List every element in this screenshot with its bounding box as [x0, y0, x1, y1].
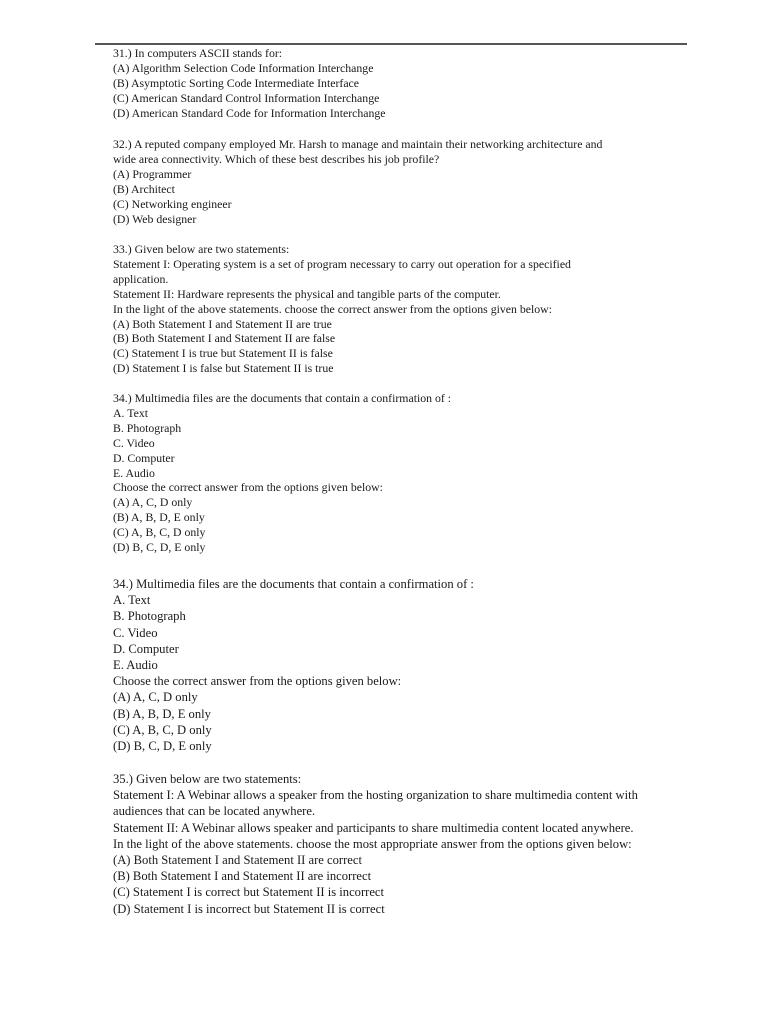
option-b: (B) Both Statement I and Statement II are incorrect — [113, 869, 372, 884]
question-31 — [113, 46, 658, 121]
option-a: (A) A, C, D only — [113, 690, 198, 705]
top-rule — [95, 43, 687, 45]
instruction: Choose the correct answer from the options given below: — [113, 674, 402, 689]
statement-1-line-1: Statement I: A Webinar allows a speaker from the hosting organization to share multimedia content with — [113, 788, 638, 803]
item-a: A. Text — [113, 593, 151, 608]
item-e: E. Audio — [113, 465, 155, 480]
option-d: (D) B, C, D, E only — [113, 540, 206, 555]
question-33 — [113, 242, 658, 376]
option-b: (B) Both Statement I and Statement II are false — [113, 331, 336, 346]
option-c: (C) American Standard Control Information Interchange — [113, 90, 380, 105]
instruction: In the light of the above statements. choose the most appropriate answer from the options given below: — [113, 836, 632, 851]
option-c: (C) A, B, C, D only — [113, 525, 206, 540]
option-d: (D) Statement I is false but Statement II is true — [113, 361, 334, 376]
option-c: (C) A, B, C, D only — [113, 722, 212, 737]
question-stem: 31.) In computers ASCII stands for: — [113, 46, 283, 60]
statement-1-line-2: audiences that can be located anywhere. — [113, 804, 316, 819]
option-b: (B) Architect — [113, 181, 175, 196]
item-c: C. Video — [113, 625, 158, 640]
option-b: (B) A, B, D, E only — [113, 706, 211, 721]
item-b: B. Photograph — [113, 609, 186, 624]
option-d: (D) American Standard Code for Information Interchange — [113, 105, 386, 120]
option-c: (C) Statement I is true but Statement II is false — [113, 346, 333, 361]
question-stem: 34.) Multimedia files are the documents that contain a confirmation of : — [113, 577, 474, 591]
item-b: B. Photograph — [113, 420, 182, 435]
item-a: A. Text — [113, 405, 148, 420]
option-c: (C) Statement I is correct but Statement II is incorrect — [113, 885, 385, 900]
question-34-first — [113, 391, 658, 555]
item-d: D. Computer — [113, 450, 175, 465]
question-35 — [113, 771, 658, 917]
instruction: In the light of the above statements. choose the correct answer from the options given below: — [113, 301, 552, 316]
option-a: (A) A, C, D only — [113, 495, 193, 510]
option-a: (A) Programmer — [113, 166, 192, 181]
question-34-second — [113, 576, 658, 754]
option-d: (D) Web designer — [113, 211, 197, 226]
option-a: (A) Both Statement I and Statement II are correct — [113, 853, 362, 868]
question-32 — [113, 137, 658, 226]
option-d: (D) Statement I is incorrect but Statement II is correct — [113, 901, 385, 916]
statement-2: Statement II: A Webinar allows speaker and participants to share multimedia content located anywhere. — [113, 820, 634, 835]
item-d: D. Computer — [113, 641, 179, 656]
statement-1-line-2: application. — [113, 271, 169, 286]
option-d: (D) B, C, D, E only — [113, 739, 212, 754]
question-stem: 33.) Given below are two statements: — [113, 242, 290, 256]
statement-2: Statement II: Hardware represents the physical and tangible parts of the computer. — [113, 286, 501, 301]
question-stem-line-1: 32.) A reputed company employed Mr. Harsh to manage and maintain their networking architecture and — [113, 137, 603, 151]
option-c: (C) Networking engineer — [113, 196, 232, 211]
question-stem-line-2: wide area connectivity. Which of these best describes his job profile? — [113, 151, 440, 166]
question-stem: 35.) Given below are two statements: — [113, 772, 302, 786]
option-a: (A) Algorithm Selection Code Information Interchange — [113, 60, 374, 75]
option-a: (A) Both Statement I and Statement II are true — [113, 316, 332, 331]
item-c: C. Video — [113, 435, 155, 450]
item-e: E. Audio — [113, 658, 158, 673]
instruction: Choose the correct answer from the options given below: — [113, 480, 383, 495]
option-b: (B) A, B, D, E only — [113, 510, 205, 525]
statement-1-line-1: Statement I: Operating system is a set of program necessary to carry out operation for a specified — [113, 256, 571, 271]
question-stem: 34.) Multimedia files are the documents that contain a confirmation of : — [113, 391, 452, 405]
option-b: (B) Asymptotic Sorting Code Intermediate Interface — [113, 75, 360, 90]
